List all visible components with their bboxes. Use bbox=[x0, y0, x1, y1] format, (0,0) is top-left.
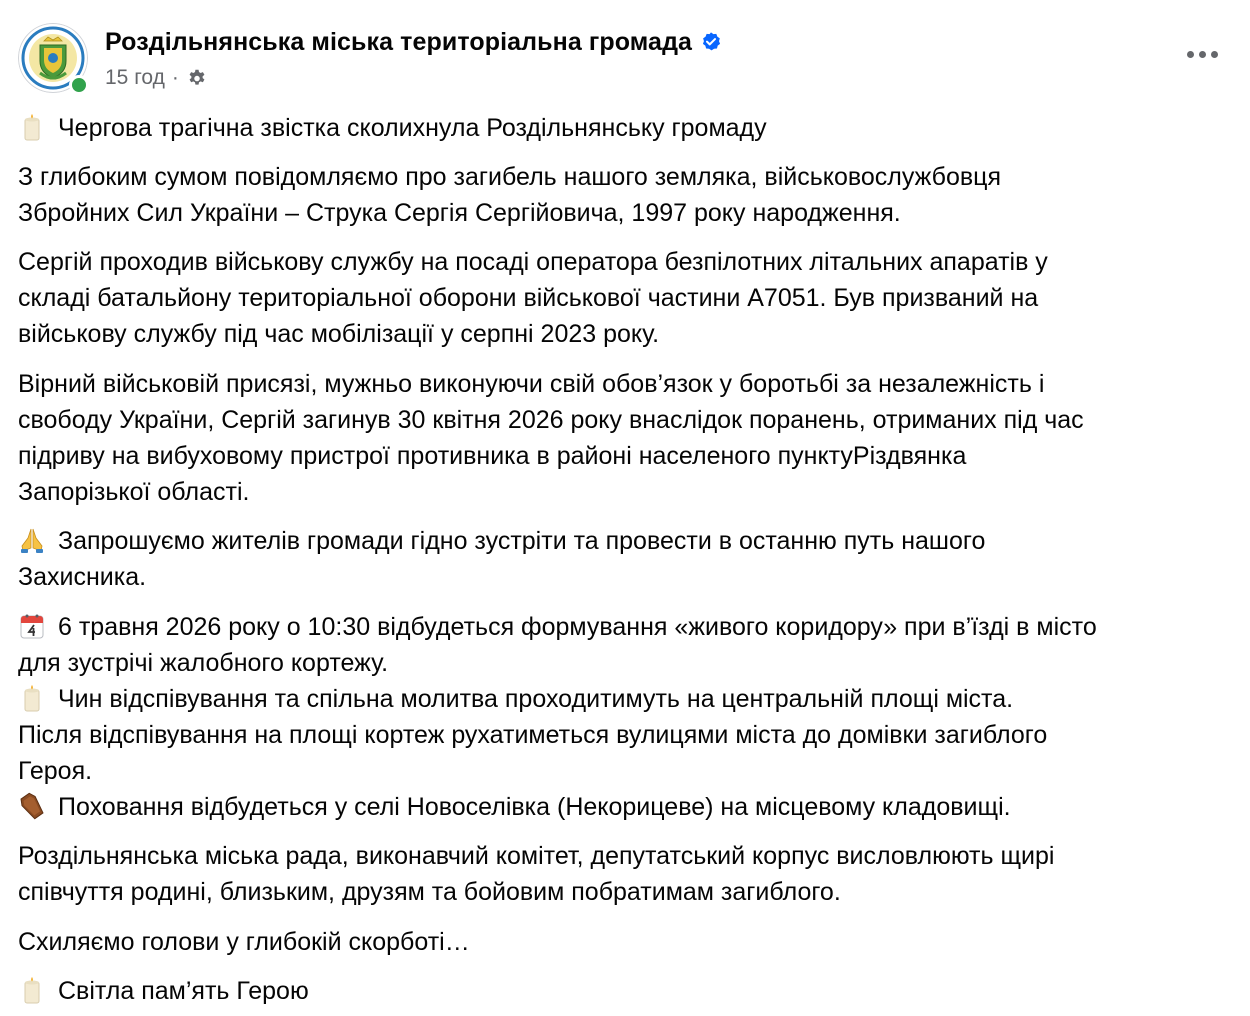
paragraph-3 bbox=[18, 244, 1243, 352]
more-options-button[interactable] bbox=[1177, 37, 1227, 71]
post-line: Поховання відбудеться у селі Новоселівка (Некорицеве) на місцевому кладовищі. bbox=[58, 793, 1011, 821]
post-line: З глибоким сумом повідомляємо про загибель нашого земляка, військовослужбовця bbox=[18, 163, 1002, 191]
post-line: свободу України, Сергій загинув 30 квітня 2026 року внаслідок поранень, отриманих під час bbox=[18, 406, 1084, 434]
page-name-link[interactable]: Роздільнянська міська територіальна громада bbox=[105, 27, 693, 56]
paragraph-2 bbox=[18, 159, 1243, 231]
post-line: Збройних Сил України – Струка Сергія Сергійовича, 1997 року народження. bbox=[18, 199, 901, 227]
post-line: військову службу під час мобілізації у серпні 2023 року. bbox=[18, 320, 660, 348]
post-line: Чергова трагічна звістка сколихнула Роздільнянську громаду bbox=[58, 114, 767, 142]
page-avatar[interactable] bbox=[18, 23, 88, 93]
calendar-icon bbox=[18, 612, 46, 640]
gear-icon[interactable] bbox=[186, 67, 208, 89]
page-name-row bbox=[105, 26, 722, 58]
post-line: Запорізької області. bbox=[18, 478, 250, 506]
post-line: співчуття родині, близьким, друзям та бойовим побратимам загиблого. bbox=[18, 878, 841, 906]
post-line: Захисника. bbox=[18, 563, 147, 591]
post-line: Чин відспівування та спільна молитва проходитимуть на центральній площі міста. bbox=[58, 685, 1014, 713]
post-line: Роздільнянська міська рада, виконавчий комітет, депутатський корпус висловлюють щирі bbox=[18, 842, 1055, 870]
post-line: Світла пам’ять Герою bbox=[58, 977, 309, 1005]
post-line: Героя. bbox=[18, 757, 93, 785]
post-line: складі батальйону територіальної оборони військової частини А7051. Був призваний на bbox=[18, 284, 1039, 312]
paragraph-9 bbox=[18, 973, 1243, 1009]
post-line: Вірний військовій присязі, мужньо виконуючи свій обов’язок у боротьбі за незалежність і bbox=[18, 370, 1045, 398]
paragraph-6 bbox=[18, 609, 1243, 825]
candle-icon bbox=[18, 976, 46, 1004]
candle-icon bbox=[18, 113, 46, 141]
more-options-icon bbox=[1187, 51, 1194, 58]
post-timestamp-link[interactable]: 15 год bbox=[105, 66, 165, 89]
post-line: Схиляємо голови у глибокій скорботі… bbox=[18, 928, 470, 956]
candle-icon bbox=[18, 684, 46, 712]
paragraph-7 bbox=[18, 838, 1243, 910]
paragraph-8 bbox=[18, 924, 1243, 960]
coffin-icon bbox=[18, 792, 46, 820]
online-status-dot bbox=[69, 75, 89, 95]
paragraph-1 bbox=[18, 110, 1243, 146]
post-line: Сергій проходив військову службу на посаді оператора безпілотних літальних апаратів у bbox=[18, 248, 1048, 276]
folded-hands-icon bbox=[18, 526, 46, 554]
post-meta bbox=[105, 63, 208, 93]
meta-separator: · bbox=[171, 66, 179, 89]
verified-badge-icon bbox=[700, 31, 722, 53]
post-line: Запрошуємо жителів громади гідно зустріти та провести в останню путь нашого bbox=[58, 527, 986, 555]
post-line: 6 травня 2026 року о 10:30 відбудеться формування «живого коридору» при в’їзді в місто bbox=[58, 613, 1097, 641]
paragraph-4 bbox=[18, 366, 1243, 510]
post-line: для зустрічі жалобного кортежу. bbox=[18, 649, 389, 677]
post-line: підриву на вибуховому пристрої противника в районі населеного пунктуРіздвянка bbox=[18, 442, 967, 470]
paragraph-5 bbox=[18, 523, 1243, 595]
post-line: Після відспівування на площі кортеж рухатиметься вулицями міста до домівки загиблого bbox=[18, 721, 1048, 749]
